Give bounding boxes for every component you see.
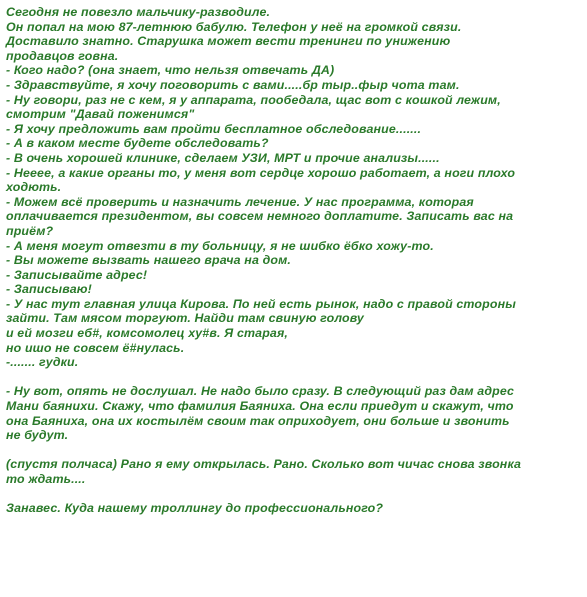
text-line: приём? [6, 223, 54, 238]
text-line: Мани баянихи. Скажу, что фамилия Баяниха. Она если приедут и скажут, что [6, 399, 514, 414]
text-line: - Записывайте адрес! [6, 267, 148, 282]
text-line: смотрим "Давай поженимся" [6, 107, 195, 122]
text-line: - Ну вот, опять не дослушал. Не надо было сразу. В следующий раз дам адрес [6, 384, 515, 399]
text-line: - А в каком месте будете обследовать? [6, 136, 269, 151]
text-line: - Я хочу предложить вам пройти бесплатное обследование....... [6, 121, 422, 136]
text-line: оплачивается президентом, вы совсем немного доплатите. Записать вас на [6, 209, 514, 224]
text-line: - Ну говори, раз не с кем, я у аппарата, пообедала, щас вот с кошкой лежим, [6, 92, 501, 107]
text-line: Доставило знатно. Старушка может вести тренинги по унижению [6, 34, 451, 49]
text-line: - Здравствуйте, я хочу поговорить с вами.....бр тыр..фыр чота там. [6, 77, 460, 92]
paragraph-dialogue [6, 5, 581, 370]
text-line: Он попал на мою 87-летнюю бабулю. Телефон у неё на громкой связи. [6, 19, 462, 34]
paragraph-spacer [6, 487, 581, 502]
text-line: - Можем всё проверить и назначить лечение. У нас программа, которая [6, 194, 474, 209]
text-line: (спустя полчаса) Рано я ему открылась. Рано. Сколько вот чичас снова звонка [6, 457, 522, 472]
text-line: - Кого надо? (она знает, что нельзя отвечать ДА) [6, 63, 335, 78]
text-line: - В очень хорошей клинике, сделаем УЗИ, МРТ и прочие анализы...... [6, 150, 440, 165]
text-line: - У нас тут главная улица Кирова. По ней есть рынок, надо с правой стороны [6, 296, 516, 311]
story-text [6, 5, 581, 516]
text-line: - Нееее, а какие органы то, у меня вот сердце хорошо работает, а ноги плохо [6, 165, 516, 180]
paragraph-spacer [6, 370, 581, 385]
text-line: но ишо не совсем ё#нулась. [6, 340, 185, 355]
paragraph-spacer [6, 443, 581, 458]
text-line: - Записываю! [6, 282, 92, 297]
text-line: - Вы можете вызвать нашего врача на дом. [6, 253, 292, 268]
text-line: не будут. [6, 428, 69, 443]
paragraph-half-hour-later [6, 457, 581, 486]
text-line: зайти. Там мясом торгуют. Найди там свиную голову [6, 311, 364, 326]
text-line: - А меня могут отвезти в ту больницу, я не шибко ёбко хожу-то. [6, 238, 434, 253]
text-line: продавцов говна. [6, 48, 119, 63]
text-line: Занавес. Куда нашему троллингу до профессионального? [6, 501, 384, 516]
text-line: Сегодня не повезло мальчику-разводиле. [6, 5, 271, 19]
paragraph-aftermath [6, 384, 581, 442]
paragraph-finale [6, 501, 581, 516]
text-line: то ждать.... [6, 472, 86, 486]
text-line: ходють. [6, 180, 62, 195]
text-line: и ей мозги еб#, комсомолец ху#в. Я старая, [6, 326, 288, 341]
text-line: она Баяниха, она их костылём своим так оприходует, они больше и звонить [6, 413, 510, 428]
text-line: -....... гудки. [6, 355, 79, 370]
